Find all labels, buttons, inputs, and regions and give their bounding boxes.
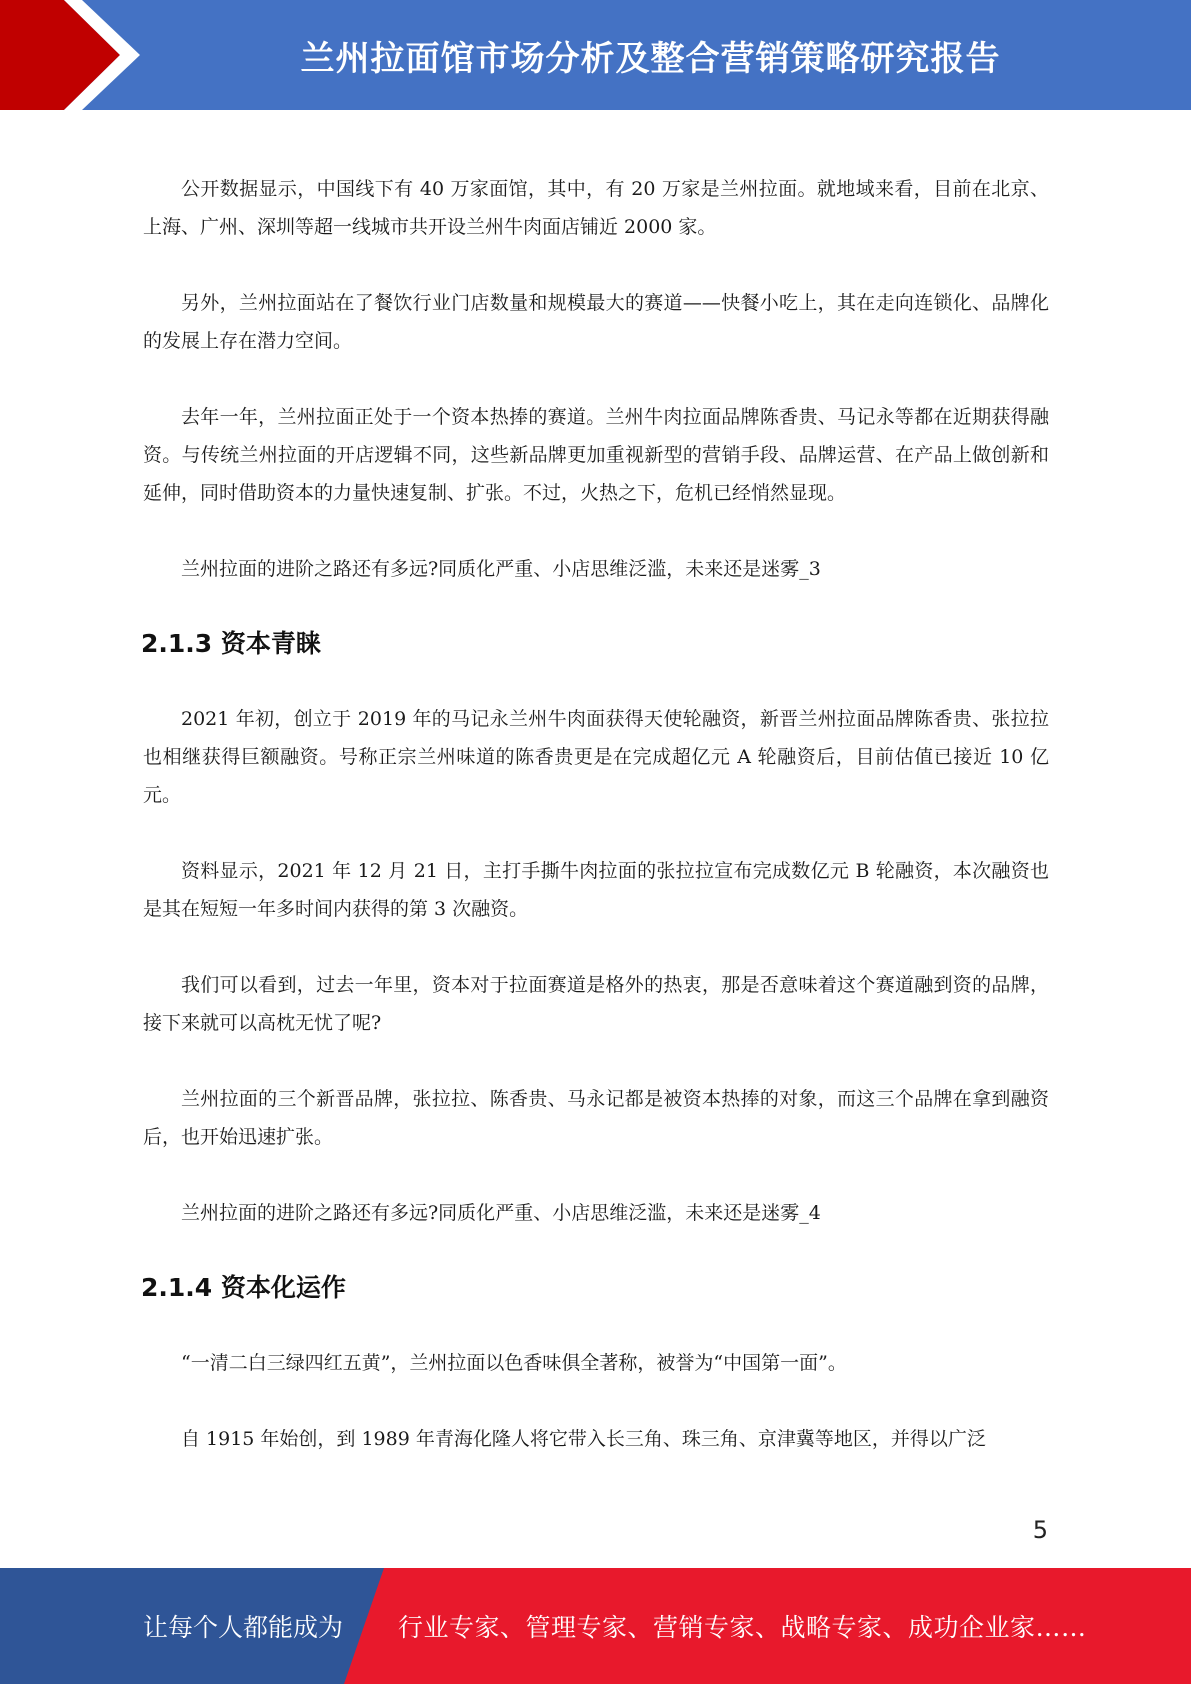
page-footer [0, 1568, 1191, 1684]
header-chevron-decoration [0, 0, 150, 110]
section-heading: 2.1.3 资本青睐 [141, 629, 321, 658]
document-body [143, 170, 1049, 1496]
paragraph: 2021 年初，创立于 2019 年的马记永兰州牛肉面获得天使轮融资，新晋兰州拉面品牌陈香贵、张拉拉也相继获得巨额融资。号称正宗兰州味道的陈香贵更是在完成超亿元 A 轮融资后，目前估值已接近 10 亿元。 [143, 708, 1049, 806]
paragraph: 公开数据显示，中国线下有 40 万家面馆，其中，有 20 万家是兰州拉面。就地域来看，目前在北京、上海、广州、深圳等超一线城市共开设兰州牛肉面店铺近 2000 家。 [143, 178, 1049, 238]
page-number: 5 [1032, 1516, 1048, 1544]
paragraph: 自 1915 年始创，到 1989 年青海化隆人将它带入长三角、珠三角、京津冀等地区，并得以广泛 [181, 1428, 986, 1450]
section-heading: 2.1.4 资本化运作 [141, 1273, 346, 1302]
paragraph: 我们可以看到，过去一年里，资本对于拉面赛道是格外的热衷，那是否意味着这个赛道融到资的品牌，接下来就可以高枕无忧了呢? [143, 974, 1049, 1034]
paragraph: 兰州拉面的三个新晋品牌，张拉拉、陈香贵、马永记都是被资本热捧的对象，而这三个品牌在拿到融资后，也开始迅速扩张。 [143, 1088, 1049, 1148]
paragraph: “一清二白三绿四红五黄”，兰州拉面以色香味俱全著称，被誉为“中国第一面”。 [181, 1352, 847, 1374]
footer-slogan-left: 让每个人都能成为 [143, 1613, 344, 1642]
paragraph: 兰州拉面的进阶之路还有多远?同质化严重、小店思维泛滥，未来还是迷雾_4 [181, 1202, 821, 1224]
paragraph: 另外，兰州拉面站在了餐饮行业门店数量和规模最大的赛道——快餐小吃上，其在走向连锁化、品牌化的发展上存在潜力空间。 [143, 292, 1049, 352]
footer-slogan-right: 行业专家、管理专家、营销专家、战略专家、成功企业家…… [398, 1613, 1087, 1642]
paragraph: 资料显示，2021 年 12 月 21 日，主打手撕牛肉拉面的张拉拉宣布完成数亿元 B 轮融资，本次融资也是其在短短一年多时间内获得的第 3 次融资。 [143, 860, 1049, 920]
page-header [0, 0, 1191, 110]
paragraph: 兰州拉面的进阶之路还有多远?同质化严重、小店思维泛滥，未来还是迷雾_3 [181, 558, 821, 580]
document-title: 兰州拉面馆市场分析及整合营销策略研究报告 [300, 38, 1001, 79]
paragraph: 去年一年，兰州拉面正处于一个资本热捧的赛道。兰州牛肉拉面品牌陈香贵、马记永等都在近期获得融资。与传统兰州拉面的开店逻辑不同，这些新品牌更加重视新型的营销手段、品牌运营、在产品上做创新和延伸，同时借助资本的力量快速复制、扩张。不过，火热之下，危机已经悄然显现。 [143, 406, 1049, 504]
